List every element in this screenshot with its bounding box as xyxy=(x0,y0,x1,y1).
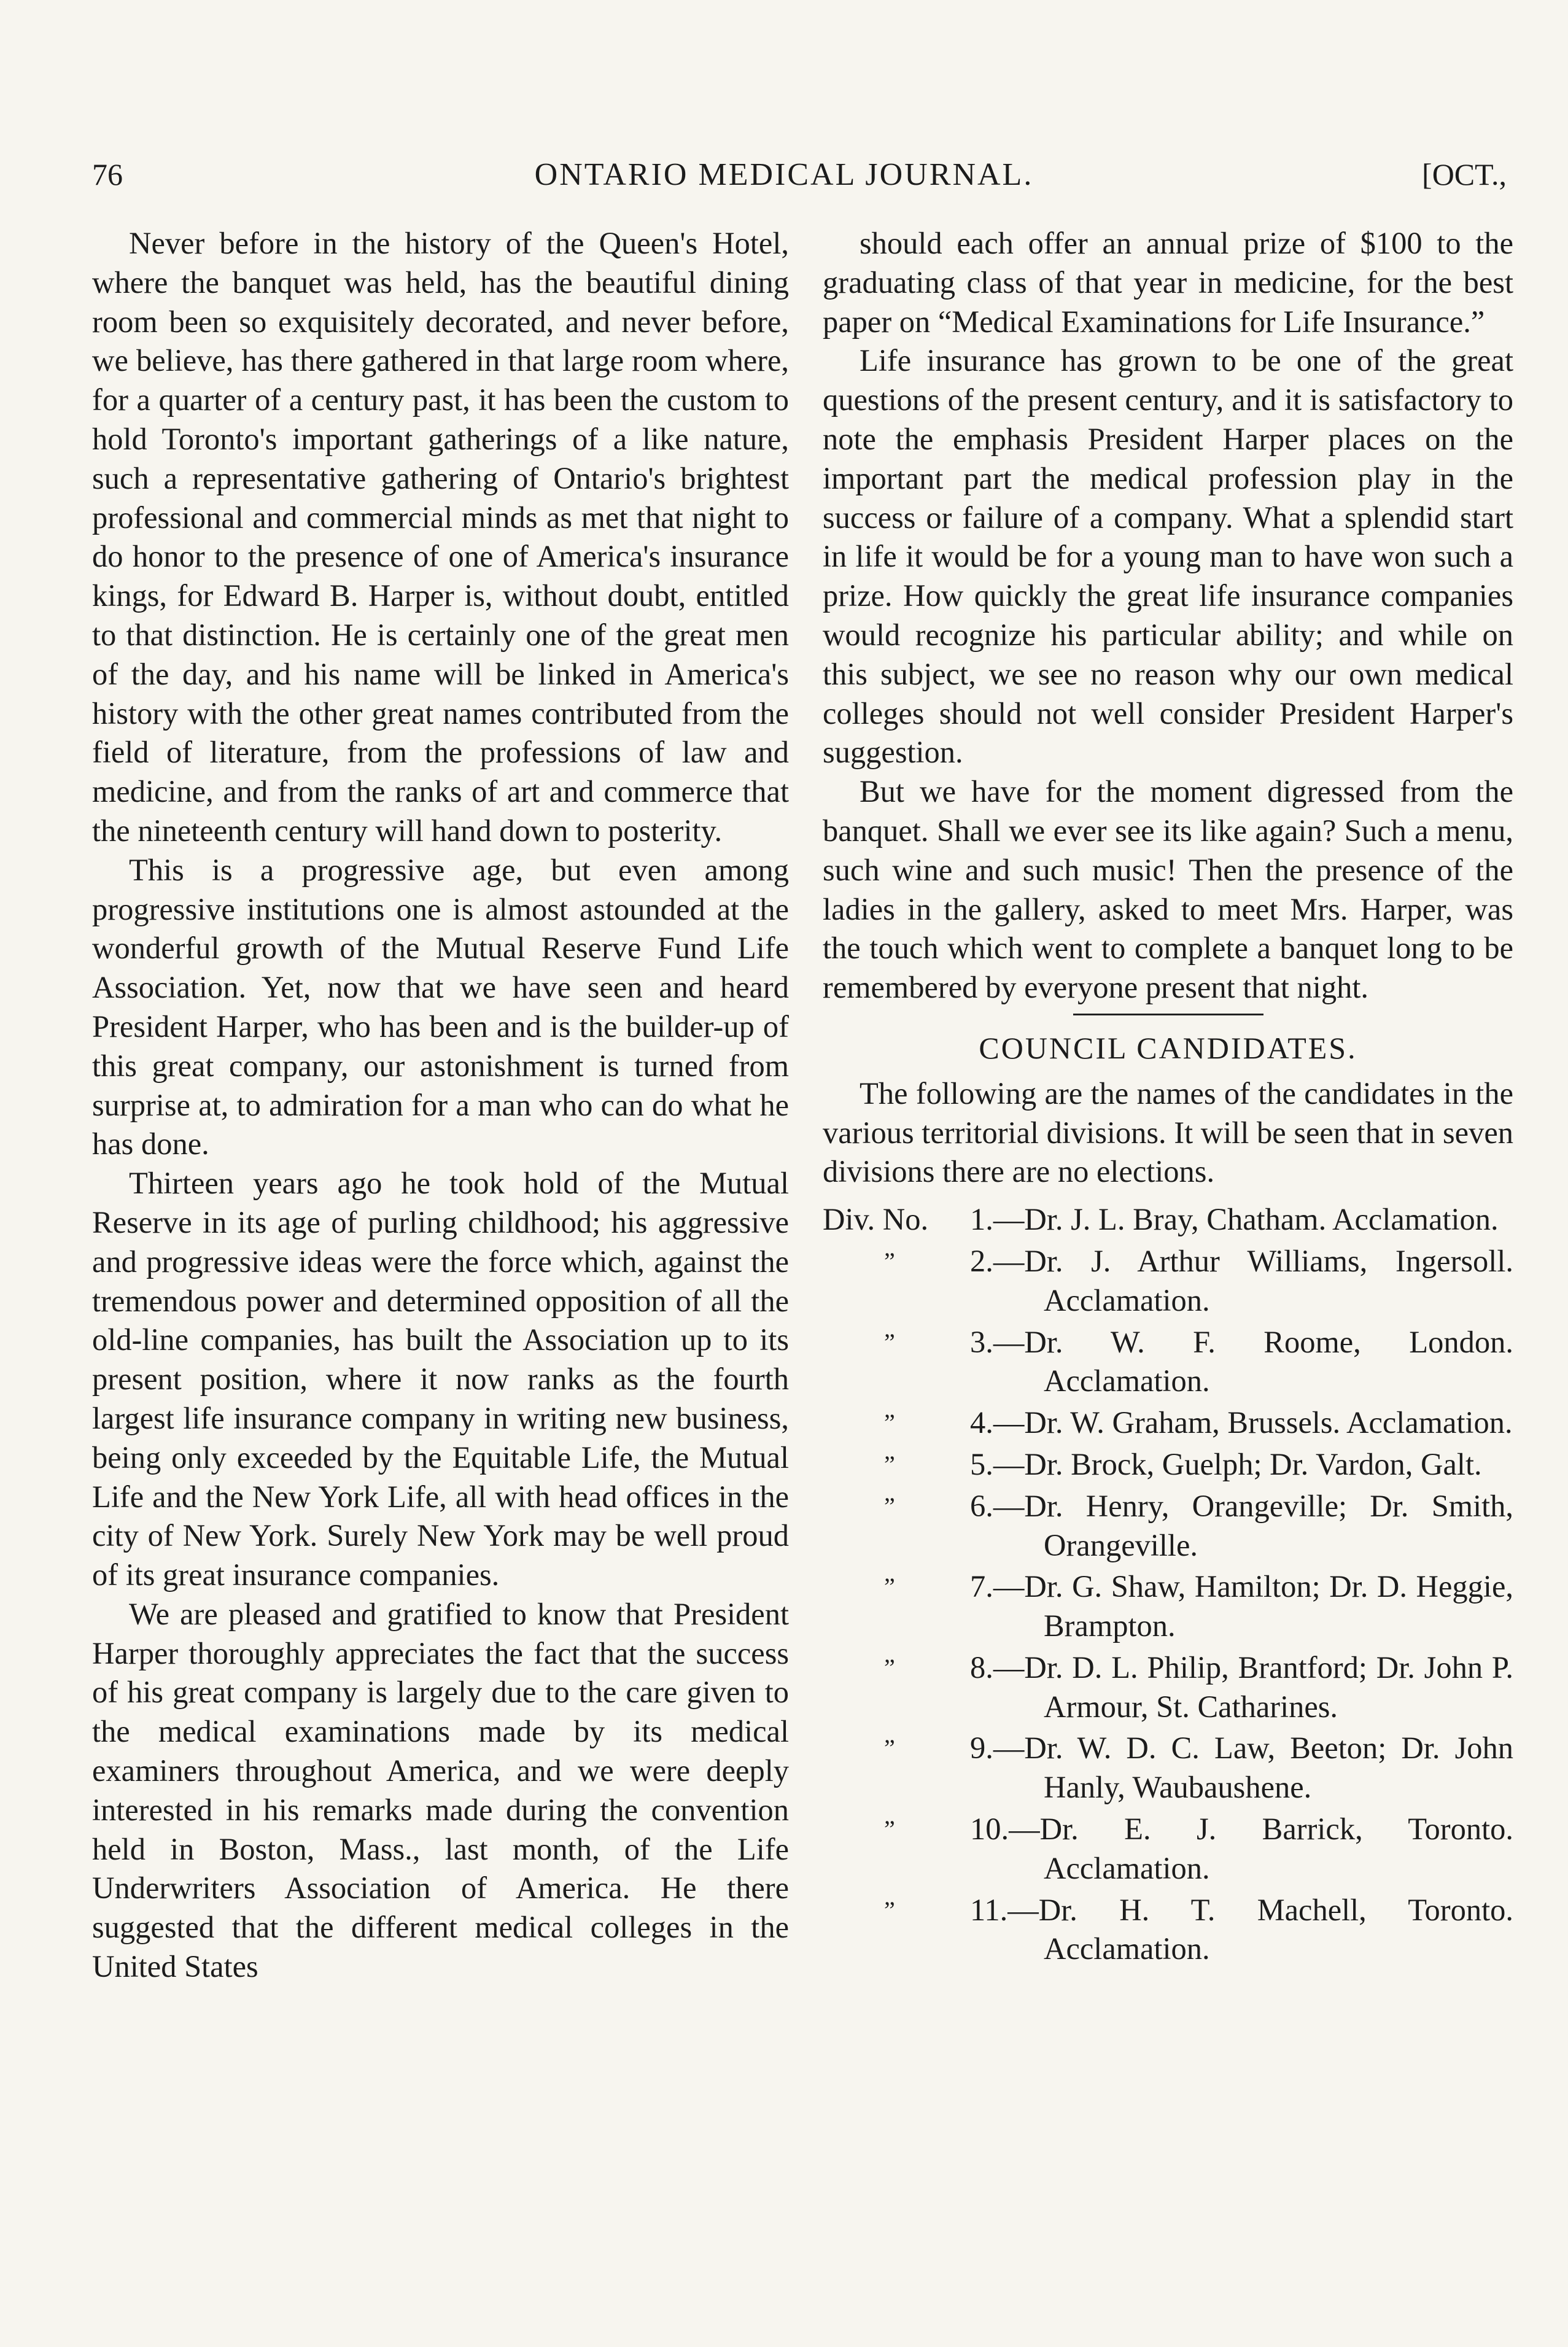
candidate-entry xyxy=(823,1648,1513,1727)
candidate-entry xyxy=(823,1242,1513,1321)
issue-date: [OCT., xyxy=(1422,157,1507,192)
candidate-entry xyxy=(823,1729,1513,1807)
candidate-list xyxy=(823,1200,1513,1969)
right-column xyxy=(823,224,1513,1971)
ditto-mark: ” xyxy=(884,1734,895,1763)
section-divider xyxy=(1073,1014,1263,1015)
ditto-mark: ” xyxy=(884,1328,895,1356)
candidate-text: 7.—Dr. G. Shaw, Hamilton; Dr. D. Heggie, Brampton. xyxy=(970,1569,1513,1643)
candidate-entry xyxy=(823,1200,1513,1239)
paragraph: This is a progressive age, but even among progressive institutions one is almost astounded at the wonderful growth of the Mutual Reserve Fund Life Association. Yet, now that we have seen and heard President Harper, who has been and is the builder-up of this great company, our astonishment is turned from surprise at, to admiration for a man who can do what he has done. xyxy=(92,852,789,1162)
division-label: Div. No. xyxy=(823,1202,929,1237)
candidate-text: 9.—Dr. W. D. C. Law, Beeton; Dr. John Hanly, Waubaushene. xyxy=(970,1731,1513,1805)
candidate-entry xyxy=(823,1891,1513,1969)
paragraph: Never before in the history of the Queen's Hotel, where the banquet was held, has the beautiful dining room been so exquisitely decorated, and never before, we believe, has there gathered in that large room where, for a quarter of a century past, it has been the custom to hold Toronto's important gatherings of a like nature, such a representative gathering of Ontario's brightest professional and commercial minds as met that night to do honor to the presence of one of America's insurance kings, for Edward B. Harper is, without doubt, entitled to that distinction. He is certainly one of the great men of the day, and his name will be linked in America's history with the other great names contributed from the field of literature, from the professions of law and medicine, and from the ranks of art and commerce that the nineteenth century will hand down to posterity. xyxy=(92,226,789,848)
left-column xyxy=(92,224,789,1987)
page-number: 76 xyxy=(92,157,123,192)
paragraph: We are pleased and gratified to know that President Harper thoroughly appreciates the fact that the success of his great company is largely due to the care given to the medical examinations made by its medical examiners throughout America, and we were deeply interested in his remarks made during the convention held in Boston, Mass., last month, of the Life Underwriters Association of America. He there suggested that the different medical colleges in the United States xyxy=(92,1596,789,1984)
paragraph: Thirteen years ago he took hold of the Mutual Reserve in its age of purling childhood; his aggressive and progressive ideas were the force which, against the tremendous power and determined opposition of all the old-line companies, has built the Association up to its present position, where it now ranks as the fourth largest life insurance company in writing new business, being only exceeded by the Equitable Life, the Mutual Life and the New York Life, all with head offices in the city of New York. Surely New York may be well proud of its great insurance companies. xyxy=(92,1166,789,1592)
candidate-text: 1.—Dr. J. L. Bray, Chatham. Acclamation. xyxy=(970,1202,1499,1237)
ditto-mark: ” xyxy=(884,1815,895,1844)
candidate-entry xyxy=(823,1403,1513,1443)
candidate-entry xyxy=(823,1810,1513,1888)
candidate-text: 8.—Dr. D. L. Philip, Brantford; Dr. John P. Armour, St. Catharines. xyxy=(970,1650,1513,1724)
ditto-mark: ” xyxy=(884,1247,895,1275)
ditto-mark: ” xyxy=(884,1896,895,1924)
paragraph: should each offer an annual prize of $100 to the graduating class of that year in medicine, for the best paper on “Medical Examinations for Life Insurance.” xyxy=(823,226,1513,339)
paragraph: But we have for the moment digressed from the banquet. Shall we ever see its like again? Such a menu, such wine and such music! Then the presence of the ladies in the gallery, asked to meet Mrs. Harper, was the touch which went to complete a banquet long to be remembered by everyone present that night. xyxy=(823,774,1513,1005)
candidate-entry xyxy=(823,1445,1513,1484)
candidate-text: 10.—Dr. E. J. Barrick, Toronto. Acclamation. xyxy=(970,1812,1513,1885)
ditto-mark: ” xyxy=(884,1492,895,1520)
ditto-mark: ” xyxy=(884,1573,895,1601)
journal-title: ONTARIO MEDICAL JOURNAL. xyxy=(534,157,1034,192)
ditto-mark: ” xyxy=(884,1653,895,1682)
candidate-entry xyxy=(823,1567,1513,1646)
section-heading: COUNCIL CANDIDATES. xyxy=(979,1030,1357,1065)
ditto-mark: ” xyxy=(884,1450,895,1478)
candidate-entry xyxy=(823,1323,1513,1402)
running-header xyxy=(0,157,1568,206)
candidate-text: 4.—Dr. W. Graham, Brussels. Acclamation. xyxy=(970,1405,1513,1440)
council-intro: The following are the names of the candidates in the various territorial divisions. It will be seen that in seven divisions there are no elections. xyxy=(823,1076,1513,1189)
paragraph: Life insurance has grown to be one of the great questions of the present century, and it is satisfactory to note the emphasis President Harper places on the important part the medical profession play in the success or failure of a company. What a splendid start in life it would be for a young man to have won such a prize. How quickly the great life insurance companies would recognize his particular ability; and while on this subject, we see no reason why our own medical colleges should not well consider President Harper's suggestion. xyxy=(823,343,1513,770)
ditto-mark: ” xyxy=(884,1409,895,1437)
candidate-text: 11.—Dr. H. T. Machell, Toronto. Acclamation. xyxy=(970,1892,1513,1966)
candidate-text: 5.—Dr. Brock, Guelph; Dr. Vardon, Galt. xyxy=(970,1446,1482,1481)
candidate-text: 3.—Dr. W. F. Roome, London. Acclamation. xyxy=(970,1324,1513,1399)
candidate-text: 2.—Dr. J. Arthur Williams, Ingersoll. Acclamation. xyxy=(970,1243,1513,1317)
candidate-text: 6.—Dr. Henry, Orangeville; Dr. Smith, Orangeville. xyxy=(970,1488,1513,1562)
candidate-entry xyxy=(823,1487,1513,1565)
